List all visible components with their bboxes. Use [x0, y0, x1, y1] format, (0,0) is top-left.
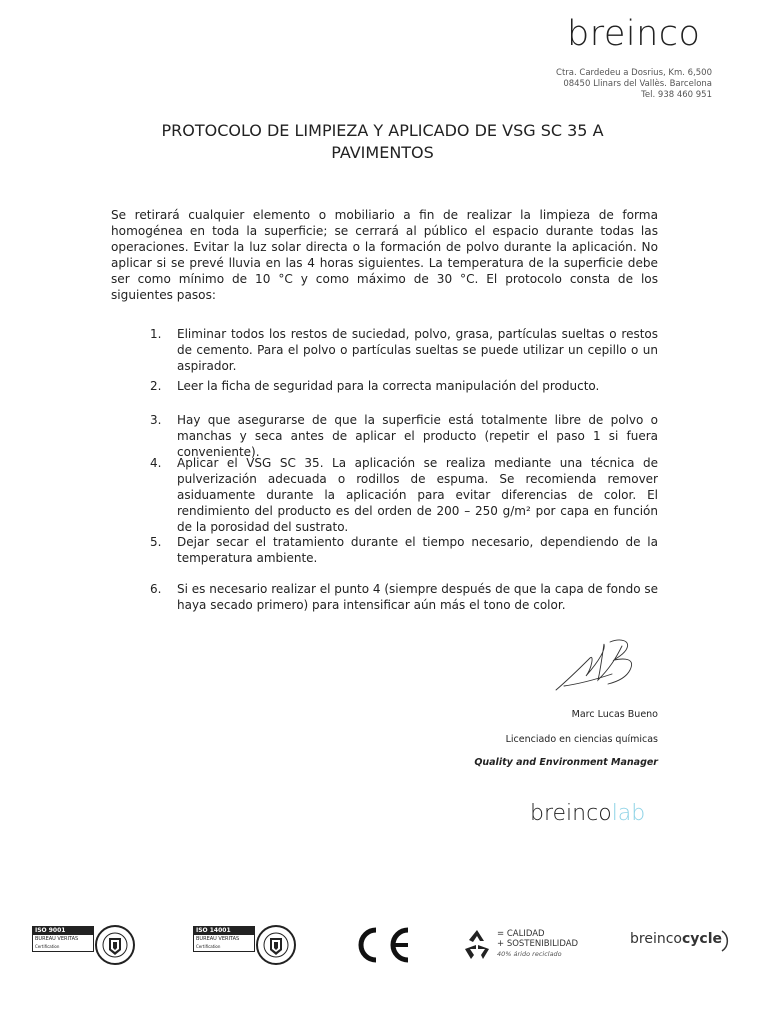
list-item	[150, 455, 658, 535]
breincolab-logo-part1: breinco	[530, 801, 612, 826]
cert-body: BUREAU VERITAS	[196, 936, 240, 942]
cert-sub: Certification	[196, 944, 221, 949]
breincocycle-logo	[630, 931, 722, 947]
breincocycle-logo-part2: cycle	[681, 931, 723, 947]
bureau-veritas-seal-icon	[94, 924, 136, 966]
signer-name: Marc Lucas Bueno	[571, 709, 658, 720]
list-item	[150, 534, 658, 566]
intro-paragraph: Se retirará cualquier elemento o mobiliario a fin de realizar la limpieza de forma homogénea en toda la superficie; se cerrará al público el espacio durante todas las operaciones. Evitar la luz solar directa o la formación de polvo durante la aplicación. No aplicar si se prevé lluvia en las 4 horas siguientes. La temperatura de la superficie debe ser como mínimo de 10 °C y como máximo de 30 °C. El protocolo consta de los siguientes pasos:	[111, 208, 658, 302]
cert-body: BUREAU VERITAS	[35, 936, 79, 942]
breincolab-logo-part2: lab	[611, 801, 646, 826]
company-address	[512, 68, 712, 101]
sustainability-text: + SOSTENIBILIDAD	[497, 939, 579, 949]
ce-mark-icon	[348, 925, 412, 965]
signer-role: Quality and Environment Manager	[474, 757, 658, 768]
step-number: 6.	[150, 582, 162, 596]
list-item	[150, 581, 658, 613]
address-line: Ctra. Cardedeu a Dosrius, Km. 6,500	[556, 68, 712, 78]
cert-standard: ISO 14001	[194, 927, 254, 935]
recycle-icon	[460, 927, 494, 961]
title-line-1: PROTOCOLO DE LIMPIEZA Y APLICADO DE VSG SC 35 A	[161, 121, 604, 140]
footer-logos	[0, 915, 768, 975]
company-logo: breinco	[567, 14, 701, 54]
step-number: 1.	[150, 327, 162, 341]
step-text: Aplicar el VSG SC 35. La aplicación se realiza mediante una técnica de pulverización adecuada o rodillos de espuma. Se recomienda remover asiduamente durante la aplicación para evitar diferencias de color. El rendimiento del producto es del orden de 200 – 250 g/m² por capa en función de la porosidad del sustrato.	[177, 456, 658, 534]
step-text: Hay que asegurarse de que la superficie está totalmente libre de polvo o manchas y seca antes de aplicar el producto (repetir el paso 1 si fuera conveniente).	[177, 413, 658, 459]
step-number: 5.	[150, 535, 162, 549]
recycled-aggregate-text: 40% árido reciclado	[497, 950, 562, 958]
step-text: Leer la ficha de seguridad para la correcta manipulación del producto.	[177, 379, 600, 393]
iso-9001-certificate	[32, 924, 144, 966]
address-line: 08450 Llinars del Vallès. Barcelona	[563, 79, 712, 89]
cycle-arc-icon	[718, 927, 738, 955]
address-line: Tel. 938 460 951	[641, 90, 712, 100]
step-text: Si es necesario realizar el punto 4 (siempre después de que la capa de fondo se haya secado primero) para intensificar aún más el tono de color.	[177, 582, 658, 612]
cert-standard: ISO 9001	[33, 927, 93, 935]
iso-14001-certificate	[193, 924, 305, 966]
step-text: Eliminar todos los restos de suciedad, polvo, grasa, partículas sueltas o restos de cemento. Para el polvo o partículas sueltas se puede utilizar un cepillo o un aspirador.	[177, 327, 658, 373]
cert-label	[193, 926, 255, 952]
cert-label	[32, 926, 94, 952]
sustainability-label	[497, 929, 578, 959]
list-item	[150, 326, 658, 374]
signer-degree: Licenciado en ciencias químicas	[505, 734, 658, 745]
title-line-2: PAVIMENTOS	[331, 143, 434, 162]
step-number: 4.	[150, 456, 162, 470]
step-number: 2.	[150, 379, 162, 393]
quality-text: = CALIDAD	[497, 929, 545, 939]
breincocycle-logo-part1: breinco	[630, 931, 682, 947]
breincolab-logo	[530, 801, 645, 826]
list-item	[150, 412, 658, 460]
document-title	[100, 120, 665, 164]
step-text: Dejar secar el tratamiento durante el tiempo necesario, dependiendo de la temperatura ambiente.	[177, 535, 658, 565]
list-item	[150, 378, 658, 394]
step-number: 3.	[150, 413, 162, 427]
bureau-veritas-seal-icon	[255, 924, 297, 966]
handwritten-signature	[550, 628, 658, 698]
cert-sub: Certification	[35, 944, 60, 949]
